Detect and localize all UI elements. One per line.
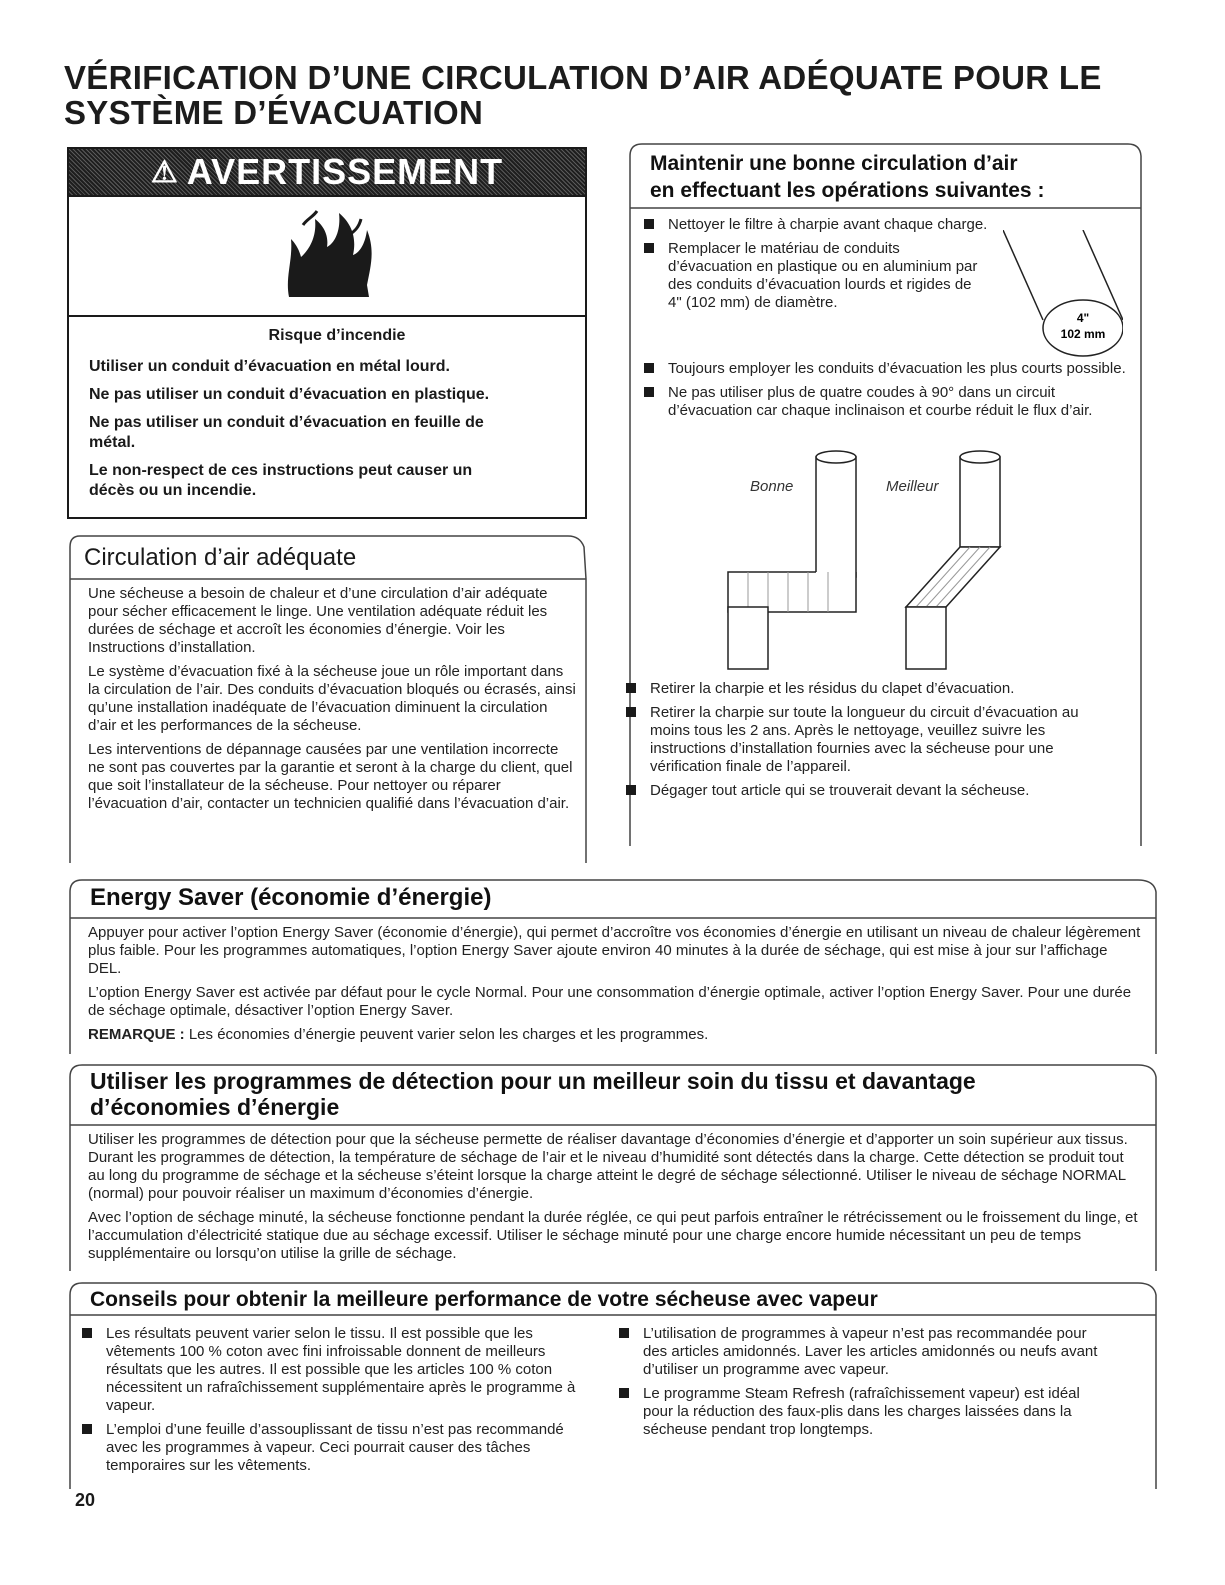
warning-box (67, 147, 587, 519)
airflow-section (68, 535, 587, 865)
steam-left-bullet-2: L’emploi d’une feuille d’assouplissant de tissu n’est pas recommandé avec les programmes à vapeur. Ceci pourrait causer des tâches temporaires sur les vêtements. (76, 1421, 596, 1475)
energy-title: Energy Saver (économie d’énergie) (90, 884, 492, 911)
maintain-bullet-5: Retirer la charpie et les résidus du clapet d’évacuation. (620, 680, 1120, 698)
energy-paragraph-2: L’option Energy Saver est activée par défaut pour le cycle Normal. Pour une consommation d’énergie optimale, activer l’option Energy Saver. Pour une durée de séchage optimale, désactiver l’option Energy Saver. (88, 984, 1132, 1019)
warning-line-4: Le non-respect de ces instructions peut causer un décès ou un incendie. (89, 462, 473, 499)
warning-line-3: Ne pas utiliser un conduit d’évacuation en feuille de métal. (89, 414, 484, 451)
duct-label-mm: 102 mm (1060, 327, 1106, 341)
energy-saver-section (68, 878, 1158, 1056)
page-title-line-2: SYSTÈME D’ÉVACUATION (64, 94, 484, 131)
steam-left-bullet-1: Les résultats peuvent varier selon le tissu. Il est possible que les vêtements 100 % coton avec fini infroissable donnent de meilleurs résultats que les autres. Il est possible que les articles 100 % coton nécessitent un rafraîchissement supplémentaire après le programme à vapeur. (76, 1325, 596, 1415)
warning-triangle-icon: ⚠ (150, 155, 179, 189)
energy-paragraph-1: Appuyer pour activer l’option Energy Saver (économie d’énergie), qui permet d’accroître vos économies d’énergie en utilisant un niveau de chaleur légèrement plus faible. Pour les programmes automatiques, l’option Energy Saver ajoute environ 40 minutes à la durée de séchage, qui est mise à jour sur l’affichage DEL. (88, 924, 1141, 977)
warning-line-1: Utiliser un conduit d’évacuation en métal lourd. (89, 358, 450, 375)
page-number: 20 (75, 1490, 96, 1510)
maintain-bullet-2: Remplacer le matériau de conduits d’évacuation en plastique ou en aluminium par des conduits d’évacuation lourds et rigides de 4" (102 mm) de diamètre. (638, 240, 988, 312)
energy-note-label: REMARQUE : (88, 1026, 185, 1043)
airflow-paragraph-1: Une sécheuse a besoin de chaleur et d’une circulation d’air adéquate pour sécher efficacement le linge. Une ventilation adéquate réduit les durées de séchage et accroît les économies d’énergie. Voir les Instructions d’installation. (88, 585, 548, 656)
steam-title: Conseils pour obtenir la meilleure performance de votre sécheuse avec vapeur (90, 1288, 878, 1311)
maintain-title-line-1: Maintenir une bonne circulation d’air (650, 152, 1018, 175)
maintain-bullet-1: Nettoyer le filtre à charpie avant chaque charge. (638, 216, 988, 234)
warning-header (69, 149, 585, 197)
fire-icon (279, 205, 379, 305)
sensor-paragraph-1: Utiliser les programmes de détection pour que la sécheuse permette de réaliser davantage d’économies d’énergie et d’apporter un soin supérieur aux tissus. Durant les programmes de détection, la température de séchage de l’air et le niveau d’humidité sont détectés dans la charge. Cette détection se produit tout au long du programme de séchage et la sécheuse s’éteint lorsque la charge atteint le degré de séchage sélectionné. Utiliser le niveau de séchage NORMAL (normal) pour pouvoir réaliser un maximum d’économies d’énergie. (88, 1131, 1128, 1202)
maintain-bullet-3: Toujours employer les conduits d’évacuation les plus courts possible. (638, 360, 1133, 378)
steam-right-bullet-2: Le programme Steam Refresh (rafraîchissement vapeur) est idéal pour la réduction des faux-plis dans les charges laissées dans la sécheuse pendant trop longtemps. (613, 1385, 1113, 1439)
page-title-line-1: VÉRIFICATION D’UNE CIRCULATION D’AIR ADÉQUATE POUR LE (64, 59, 1102, 96)
airflow-title: Circulation d’air adéquate (84, 544, 357, 571)
steam-tips-section (68, 1281, 1158, 1491)
sensor-title-line-1: Utiliser les programmes de détection pour un meilleur soin du tissu et davantage (90, 1068, 976, 1094)
duct-diameter-icon (1003, 230, 1123, 360)
maintain-title-line-2: en effectuant les opérations suivantes : (650, 179, 1045, 202)
sensor-paragraph-2: Avec l’option de séchage minuté, la sécheuse fonctionne pendant la durée réglée, ce qui peut parfois entraîner le rétrécissement ou le froissement du linge, et l’accumulation d’électricité statique due au séchage excessif. Utiliser le séchage minuté pour une charge encore humide nécessitant un peu de temps supplémentaire ou lorsqu’on utilise la grille de séchage. (88, 1209, 1138, 1262)
steam-right-bullet-1: L’utilisation de programmes à vapeur n’est pas recommandée pour des articles amidonnés. Laver les articles amidonnés ou neufs avant d’utiliser un programme avec vapeur. (613, 1325, 1113, 1379)
airflow-paragraph-2: Le système d’évacuation fixé à la sécheuse joue un rôle important dans la circulation de l’air. Des conduits d’évacuation bloqués ou écrasés, ainsi qu’une installation inadéquate de l’évacuation diminuent la circulation d’air et les performances de la sécheuse. (88, 663, 576, 734)
page-title (64, 60, 1184, 130)
duct-label-inches: 4" (1076, 311, 1090, 325)
sensor-programs-section (68, 1063, 1158, 1273)
maintain-bullet-4: Ne pas utiliser plus de quatre coudes à 90° dans un circuit d’évacuation car chaque inclinaison et courbe réduit le flux d’air. (638, 384, 1133, 420)
maintain-section (628, 142, 1143, 848)
fire-hazard-area (69, 197, 585, 317)
warning-header-label: AVERTISSEMENT (186, 151, 504, 192)
warning-risk-label: Risque d’incendie (268, 327, 406, 344)
airflow-paragraph-3: Les interventions de dépannage causées par une ventilation incorrecte ne sont pas couvertes par la garantie et seront à la charge du client, quel que soit l’installateur de la sécheuse. Pour nettoyer ou réparer l’évacuation d’air, contacter un technicien qualifié dans l’évacuation d’air. (88, 741, 573, 812)
sensor-title-line-2: d’économies d’énergie (90, 1094, 340, 1120)
label-better: Meilleur (886, 478, 939, 495)
energy-note (88, 1026, 1143, 1044)
maintain-bullet-6: Retirer la charpie sur toute la longueur du circuit d’évacuation au moins tous les 2 ans. Après le nettoyage, veuillez suivre les instructions d’installation fournies avec la sécheuse pour une vérification finale de l’appareil. (620, 704, 1080, 776)
warning-line-2: Ne pas utiliser un conduit d’évacuation en plastique. (89, 386, 490, 403)
label-good: Bonne (750, 478, 794, 495)
maintain-bullet-7: Dégager tout article qui se trouverait devant la sécheuse. (620, 782, 1120, 800)
energy-note-text: Les économies d’énergie peuvent varier selon les charges et les programmes. (184, 1026, 709, 1043)
